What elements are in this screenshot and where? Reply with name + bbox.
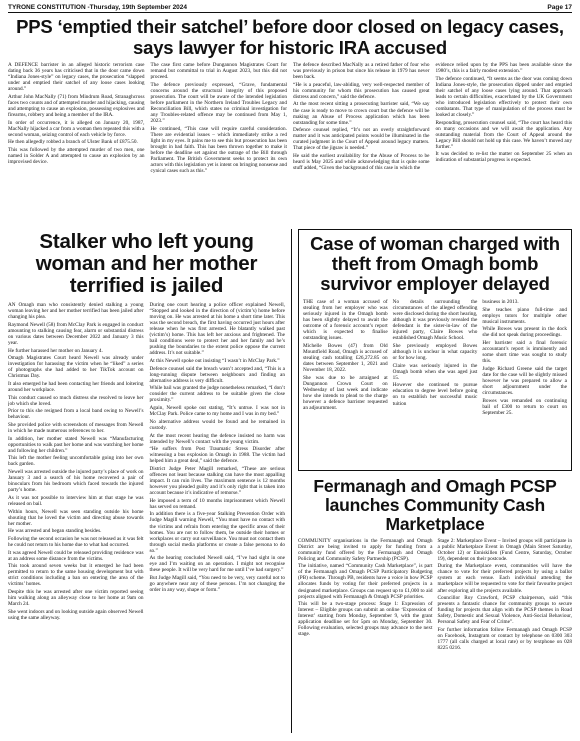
- article-paragraph: COMMUNITY organisations in the Fermanagh and Omagh District are being invited to apply for funding from a community fund offered by the Fermanagh and Omagh Policing and Community Safety Partnership (PCSP).: [298, 537, 433, 562]
- article-paragraph: No details surrounding the circumstances of the alleged offending were disclosed during the short hearing, although it was previously revealed the defendant is the sister-in-law of the injured party, Claire Bowes who established Omagh Music School.: [392, 299, 478, 342]
- article-paragraph: He continued, “This case will require careful consideration. There are evidential issues – which immediately strike a red light in my eyes. It pains me to see this but prosecution has been brought in bad faith. This has been thrown together to make it before the deadline set against the outrage of the Bill through Parliament. The British Government seeks to protect its own actors with this legislation yet is intent on bringing nonsense and cynical cases such as this.”: [150, 125, 287, 174]
- left-story-headline: Stalker who left young woman and her mother terrified is jailed: [35, 230, 258, 297]
- bottom-story-col-1: [298, 538, 433, 733]
- right-story: [298, 229, 572, 471]
- article-paragraph: In addition there is a five-year Stalking Prevention Order with Judge Magill warning Newell, “You must have no contact with the victims and refrain from entering the specific areas of their homes. You are not to follow them, be outside their homes or workplaces or carry out surveillance. You must not contact them through social media platforms or create a false persona to do so.”: [149, 511, 285, 554]
- article-paragraph: “He is a peaceful, law-abiding, very well-respected member of his community for whom this prosecution has caused great distress and concern,” said the defence.: [293, 81, 430, 100]
- article-paragraph: This conduct caused so much distress she resolved to leave her job which she loved.: [8, 394, 144, 407]
- right-story-col-1: [303, 299, 388, 447]
- article-paragraph: The initiative, named “Community Cash Marketplace”, is part of the Fermanagh and Omagh PCSP Participatory Budgeting (PB) scheme. Through PB, residents have a voice in how PCSP allocates funds by voting for their preferred projects in a designated marketplace. Groups can request up to £1,000 to aid projects aligned with Fermanagh & Omagh PCSP priorities.: [298, 563, 433, 600]
- article-paragraph: In addition, her mother stated Newell was “Manufacturing opportunities to walk past her home and was watching her home and following her children.”: [8, 435, 144, 454]
- article-paragraph: The defence continued, “It seems as the door was coming down Indiana Jones-style, the prosecution dipped under and emptied their satchel of any loose cases lying around. That approach leads to certain difficulties, exacerbated by the UK Government who introduced legislation effectively to protect their own combatants. That type of manipulation of the process must be looked at closely.”: [435, 75, 572, 118]
- article-paragraph: Responding, prosecution counsel said, “The court has heard this on many occasions and we will await the application. Any outstanding material from the Court of Appeal around the Legacy Bill should not hold up this case. We haven’t moved any further.”: [435, 119, 572, 150]
- right-story-col-3: [482, 299, 567, 447]
- bottom-story-headline: Fermanagh and Omagh PCSP launches Community Cash Marketplace: [313, 475, 557, 534]
- top-story: [8, 13, 572, 229]
- article-paragraph: Her barrister said a final forensic accountant’s report is imminently and some short time was sought to study this.: [482, 340, 567, 365]
- article-paragraph: Arthur John MacNally (71) from Mindrum Road, Stranaghcross faces two counts and of attempted murder and hijacking, causing and attempting to cause an explosion, possessing explosives and firearms, robbery and being a member of the IRA.: [8, 93, 145, 118]
- article-paragraph: Newell was arrested outside the injured party’s place of work on January 3 and a search of his home recovered a pair of binoculars from his bedroom which faced towards the injured party’s home.: [8, 469, 144, 494]
- article-paragraph: She was due to be arraigned at Dungannon Crown Court on Wednesday of last week and indicate how she intends to plead to the charge however a defence barrister requested an adjournment.: [303, 374, 388, 411]
- article-paragraph: business in 2013.: [482, 299, 519, 305]
- article-paragraph: She previously employed Bowes although it is unclear in what capacity or for how long.: [392, 342, 478, 362]
- bottom-story: [298, 475, 572, 733]
- article-paragraph: This left the mother feeling uncomfortable going into her own back garden.: [8, 455, 144, 468]
- article-paragraph: Raymond Newell (58) from McClay Park is engaged in conduct amounting to stalking causing fear, alarm or substantial distress on various dates between December 2022 and January 3 this year.: [8, 321, 144, 346]
- article-paragraph: Defence counsel replied, “It’s not an overly straightforward matter and it was anticipated points would be illuminated in the curated judgment in the Court of Appeal around legacy matters. That piece of the jigsaw is needed.”: [293, 127, 430, 152]
- top-story-col-3: [293, 62, 430, 229]
- article-paragraph: She teaches piano full-time and employs tutors for multiple other musical instruments.: [482, 306, 567, 325]
- article-paragraph: He further harassed her mother on January 4.: [8, 347, 103, 354]
- article-paragraph: This took around seven weeks but it emerged he had been permitted to return to the same housing development but with strict conditions including a ban on entering the area of the victims’ homes.: [8, 563, 144, 588]
- article-paragraph: THE case of a woman accused of stealing from her employer who was seriously injured in the Omagh bomb has been slightly delayed to await the outcome of a forensic account’s report which is expected to finalise outstanding issues.: [303, 299, 388, 342]
- left-story-col-2: [150, 302, 286, 733]
- page-number: Page 17: [547, 4, 572, 11]
- article-paragraph: Defence counsel said the breach wasn’t accepted and, “This is a long-running dispute between neighbours and finding an alternative address is very difficult.: [149, 365, 285, 384]
- article-paragraph: The defence described MacNally as a retired father of four who was previously in prison but since his release in 1979 has never been back.: [293, 62, 430, 81]
- top-story-col-2: [151, 62, 288, 229]
- article-paragraph: She provided police with screenshots of messages from Newell in which he made numerous references to her.: [8, 422, 144, 435]
- article-paragraph: For further information follow Fermanagh and Omagh PCSP on Facebook, Instagram or contact by telephone on 0300 303 1777 (all calls charged at local rate) or by textphone on 028 8225 0216.: [437, 626, 572, 652]
- bottom-story-col-2: [438, 538, 573, 733]
- article-paragraph: He was arrested and began standing besides.: [8, 528, 102, 535]
- newspaper-page: [8, 4, 572, 733]
- article-paragraph: This will be a two-stage process: Stage 1: Expression of Interest – Eligible groups can submit an online ‘Expression of Interest’ starting from Monday, September 9, with the grant application deadline set for 5pm on Monday, September 30. Following evaluation, selected groups may advance to the next stage.: [298, 601, 433, 638]
- article-paragraph: The defence previously expressed, “Grave, fundamental concerns around the structural integrity of this proposed prosecution. The court will be aware of the intended legislation before parliament in the Northern Ireland Troubles Legacy and Reconciliation Bill, which states no criminal investigation for any Troubles-related offence may be continued from May 1, 2023.”: [150, 81, 287, 125]
- article-paragraph: Stage 2: Marketplace Event – Invited groups will participate in a public Marketplace Event in Omagh (Main Street Saturday, October 12) or Enniskillen (Fund Centre, Saturday, October 19), dependent on their postcode.: [437, 537, 572, 562]
- article-paragraph: District Judge Peter Magill remarked, “These are serious offences not least because stalking can have the most appalling impact. It can ruin lives. The maximum sentence is 12 months however you pleaded guilty and it’s only right that is taken into account because it’s indicative of remorse.”: [149, 465, 285, 497]
- left-story: [8, 229, 285, 733]
- article-paragraph: However she continued to pursue education to degree level before going on to establish her successful music tuition: [392, 382, 478, 407]
- right-story-headline: Case of woman charged with theft from Omagh bomb survivor employer delayed: [310, 233, 560, 294]
- article-paragraph: It also emerged he had been contacting her friends and loitering around her workplace.: [8, 380, 144, 393]
- article-paragraph: This was followed by the attempted murder of two men, one named in Solder A and attempted to cause an explosion by an improvised device.: [8, 146, 145, 166]
- article-paragraph: Michelle Bowes (47) from Old Mountfield Road, Omagh is accused of stealing cash totalling £26,272.85 on dates between September 1, 2021 and November 18, 2022.: [303, 342, 388, 374]
- article-paragraph: Within hours, Newell was seen standing outside his home shouting that he loved the victim and directing abuse towards her mother.: [8, 508, 144, 527]
- article-paragraph: He then allegedly robbed a branch of Ulster Bank of £875.50.: [8, 139, 138, 146]
- article-paragraph: He said the earliest availability for the Abuse of Process to be heard is May 2025 and while acknowledging that is quite some stuff added, “Given the background of this case in which the: [293, 153, 430, 172]
- article-paragraph: He imposed a term of 10 months imprisonment which Newell has served on remand.: [149, 497, 285, 510]
- article-paragraph: As the hearing concluded Newell said, “I’ve had sight in one eye and I’m waiting on an operation. I might not recognise these people. It will be very hard for me until I’ve had surgery.”: [149, 555, 285, 574]
- article-paragraph: While bail was granted the judge nonetheless remarked, “I don’t consider the current address to be suitable given the close proximity.”: [149, 385, 285, 404]
- article-paragraph: The case first came before Dungannon Magistrates Court for remand but committal to trial in August 2023, but this did not proceed.: [150, 62, 287, 81]
- article-paragraph: At the most recent hearing the defence insisted no harm was intended by Newell’s contact with the young victim.: [149, 432, 285, 445]
- article-paragraph: It was decided to re-list the matter on September 25 when an indication of substantial progress is expected.: [435, 151, 572, 164]
- article-paragraph: AN Omagh man who consistently denied stalking a young woman leaving her and her mother terrified has been jailed after changing his plea.: [8, 302, 144, 321]
- masthead: [8, 4, 572, 13]
- article-paragraph: It was agreed Newell could be released providing residence was at an address some distance from the victims.: [8, 549, 144, 562]
- left-story-col-1: [8, 302, 144, 733]
- article-paragraph: No alternative address would be found and he remained in custody.: [149, 418, 285, 431]
- article-paragraph: But Judge Magill said, “You need to be very, very careful not to go anywhere near any of these persons. I’m not changing the order in any way, shape or form.”: [149, 575, 285, 594]
- article-paragraph: Again, Newell spoke out stating, “It’s untrue. I was not in McClay Park. Police came to my home and I was in my bed.”: [149, 405, 285, 418]
- article-paragraph: Councillor Roy Crawford, PCSP chairperson, said “this presents a fantastic chance for community groups to secure funding for projects that align with the PCSP themes in Road Safety, Domestic and Sexual Violence, Anti-Social Behaviour, Personal Safety and Fear of Crime”.: [437, 595, 572, 626]
- article-paragraph: Prior to this she resigned from a local band owing to Newell’s behaviour.: [8, 408, 144, 421]
- article-paragraph: A DEFENCE barrister in an alleged historic terrorism case dating back 36 years has criticised that in the door came down “Indiana Jones-style” on legacy cases, the prosecution “slapped under and emptied their satchel of any loose cases looking around.”: [8, 62, 145, 93]
- article-paragraph: Despite this he was arrested after one victim reported seeing him walking along an alleyway close to her home at 9am on March 24.: [8, 589, 144, 608]
- article-paragraph: Following the second occasion he was not released as it was felt he could not return to his home due to what had occurred.: [8, 535, 144, 548]
- article-paragraph: During the Marketplace event, communities will have the chance to vote for their preferred projects by using a ballot system at each venue. Each individual attending the marketplace will be requested to vote for their favourite project after exploring all the projects available.: [437, 563, 572, 594]
- article-paragraph: “He suffers from Post Traumatic Stress Disorder after witnessing a bus explosion in Omagh in 1988. The victim had helped him a great deal,” said the defence.: [149, 446, 285, 465]
- right-story-col-2: [393, 299, 478, 447]
- masthead-date: TYRONE CONSTITUTION -Thursday, 19th September 2024: [8, 4, 188, 11]
- top-story-headline: PPS ‘emptied their satchel’ before door closed on legacy cases, says lawyer for historic IRA accused: [16, 16, 564, 58]
- top-story-col-4: [436, 62, 573, 229]
- column-divider: [291, 229, 292, 733]
- article-paragraph: evidence relied upon by the PPS has been available since the 1980’s, this is a fairly modest extension.”: [435, 62, 572, 75]
- article-paragraph: Omagh Magistrates Court heard Newell was already under investigation for harassing the victim when he “liked” a series of photographs she had added to her TikTok account on Christmas Day.: [8, 355, 144, 380]
- article-paragraph: As it was not possible to interview him at that stage he was released on bail.: [8, 494, 144, 507]
- article-paragraph: Bowes was remanded on continuing bail of £300 to return to court on September 25.: [482, 397, 567, 416]
- article-paragraph: Judge Richard Greene said the target date for the case will be slightly missed however he was prepared to allow a short adjournment under the circumstances.: [482, 365, 567, 397]
- article-paragraph: While Bowes was present in the dock she did not speak during proceedings.: [482, 326, 567, 339]
- article-paragraph: At this Newell spoke out insisting “I wasn’t in McClay Park.”: [149, 358, 280, 365]
- article-paragraph: At the most recent sitting a prosecuting barrister said, “We say the case is ready to move to crown court but the defence will be making an Abuse of Process application which has been outstanding for some time.”: [293, 101, 430, 126]
- top-story-col-1: [8, 62, 145, 229]
- article-paragraph: In order of occurrence, it is alleged on January 20, 1987, MacNally hijacked a car from a woman then repeated this with a second woman, seizing control of each vehicle by force.: [8, 119, 145, 138]
- article-paragraph: She went indoors and on looking outside again observed Newell using the same alleyway.: [8, 608, 144, 621]
- article-paragraph: During one court hearing a police officer explained Newell, “Stopped and looked in the direction of (victim’s) home before moving on. He was arrested at his home a short time later. This was the second breach, the first having occurred just hours after release when he was first arrested. He blatantly walked past (victim’s) home. This has left her anxious and frightened. The bail conditions were to protect her and her family and he’s pushing the boundaries to the extent police oppose the current address. It’s not suitable.”: [149, 302, 285, 357]
- article-paragraph: Claire was seriously injured in the Omagh bomb when she was aged just 15.: [392, 362, 478, 381]
